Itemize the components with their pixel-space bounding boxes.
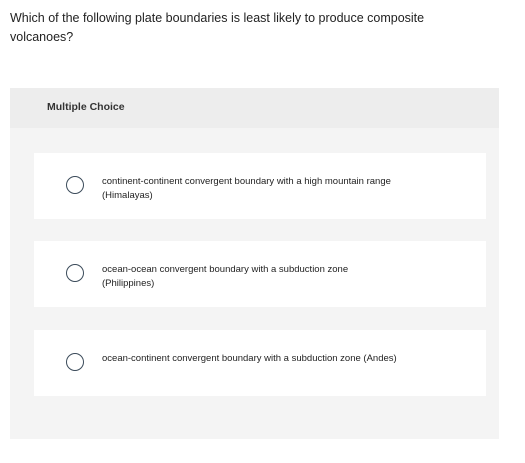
answer-option-label: continent-continent convergent boundary with a high mountain range (Himalayas) xyxy=(102,176,391,201)
answer-option-label: ocean-continent convergent boundary with a subduction zone (Andes) xyxy=(102,353,397,364)
answer-option-label: ocean-ocean convergent boundary with a subduction zone (Philippines) xyxy=(102,264,349,289)
answer-option-1[interactable] xyxy=(34,153,486,219)
radio-button-icon[interactable] xyxy=(66,176,84,194)
panel-title: Multiple Choice xyxy=(47,101,125,113)
radio-button-icon[interactable] xyxy=(66,353,84,371)
panel-header xyxy=(10,88,499,128)
question-text: Which of the following plate boundaries is least likely to produce composite volcanoes? xyxy=(10,11,425,44)
answer-option-2[interactable] xyxy=(34,241,486,307)
answer-option-3[interactable] xyxy=(34,330,486,396)
radio-button-icon[interactable] xyxy=(66,264,84,282)
multiple-choice-panel xyxy=(10,88,499,439)
